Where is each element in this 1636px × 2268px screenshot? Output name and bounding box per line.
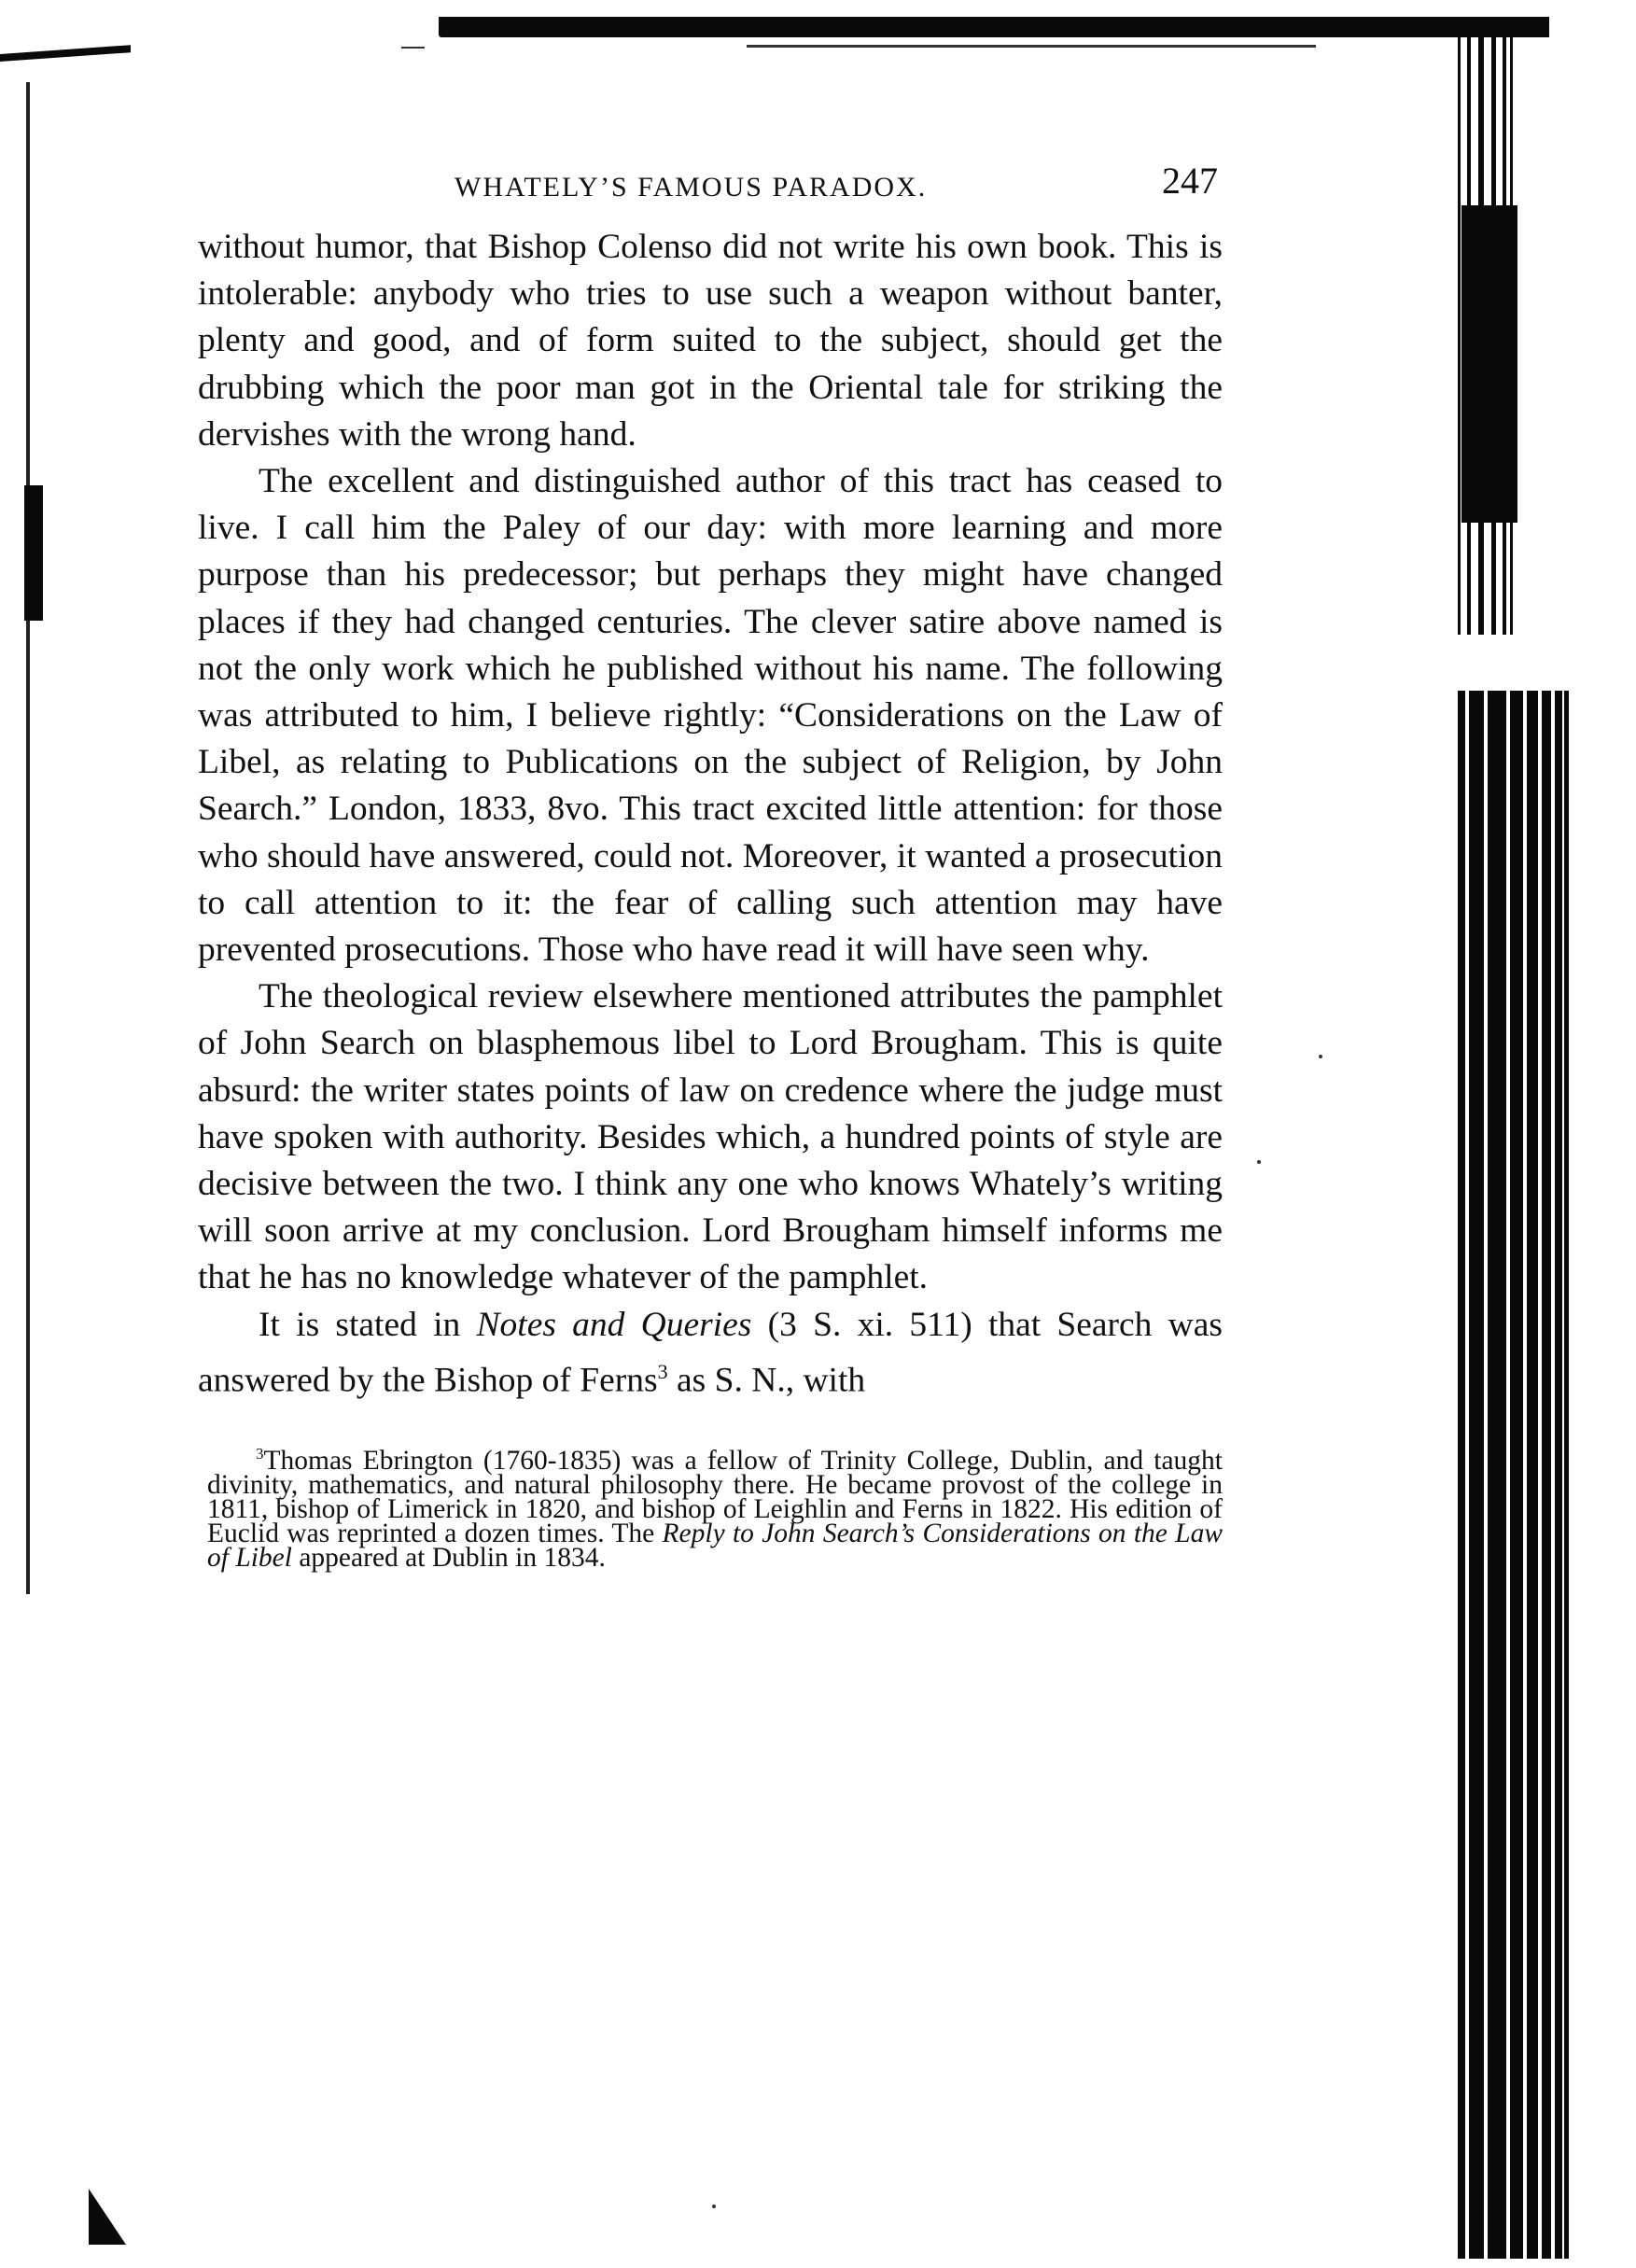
scan-right-binding-strip <box>1456 37 1573 2268</box>
text-run: The excellent and distinguished author of this tract has ceased to live. I call him the Paley of our day: with more learning and more purpose than his predecessor; but perhaps they might have changed places if they had changed centuries. The clever satire above named is not the only work which he published without his name. The following was attributed to him, I believe rightly: “Considerations on the Law of Libel, as relating to Publications on the subject of Religion, by John Search.” London, 1833, 8vo. This tract excited little attention: for those who should have answered, could not. Moreover, it wanted a prosecution to call attention to it: the fear of calling such attention may have prevented prosecutions. Those who have read it will have seen why. <box>198 462 1223 970</box>
scan-speck <box>712 2205 716 2208</box>
body-paragraph <box>198 1302 1223 1405</box>
body-text <box>198 224 1223 1405</box>
scan-bottom-corner <box>89 2189 126 2245</box>
footnote-marker: 3 <box>256 1444 264 1463</box>
scan-speck <box>1257 1160 1261 1164</box>
text-run: The theological review elsewhere mentioned attributes the pamphlet of John Search on blasphemous libel to Lord Brougham. This is quite absurd: the writer states points of law on credence where the judge must have spoken with authority. Besides which, a hundred points of style are decisive between the two. I think any one who knows Whately’s writing will soon arrive at my conclusion. Lord Brougham himself informs me that he has no knowledge whatever of the pamphlet. <box>198 977 1223 1297</box>
text-run: appeared at Dublin in 1834. <box>291 1543 606 1574</box>
scan-top-dash <box>401 47 425 49</box>
text-run: as S. N., with <box>667 1361 866 1400</box>
book-page <box>198 159 1223 1574</box>
text-run: Thomas Ebrington (1760-1835) was a fellow of Trinity College, Dublin, and taught divinity, mathematics, and natural philosophy there. He became provost of the college in 1811, bishop of Limerick in 1820, and bishop of Leighlin and Ferns in 1822. His edition of Euclid was reprinted a dozen times. The <box>207 1445 1223 1549</box>
footnote-reference: 3 <box>657 1359 668 1383</box>
scan-top-border <box>439 17 1549 37</box>
italic-title: Notes and Queries <box>476 1305 752 1344</box>
text-run: It is stated in <box>259 1305 477 1344</box>
body-paragraph <box>198 458 1223 973</box>
running-head: WHATELY’S FAMOUS PARADOX. <box>454 172 928 203</box>
footnote <box>207 1442 1223 1574</box>
italic-title: Reply to John Search’s Considerations on the Law of Libel <box>207 1519 1223 1574</box>
body-paragraph <box>198 224 1223 458</box>
scan-speck <box>1319 1055 1322 1058</box>
footnote-paragraph <box>207 1442 1223 1574</box>
scan-left-edge-line <box>26 82 30 1594</box>
scan-top-rule <box>747 45 1316 48</box>
body-paragraph <box>198 973 1223 1301</box>
page-number: 247 <box>1162 160 1218 202</box>
text-run: without humor, that Bishop Colenso did not write his own book. This is intolerable: anybody who tries to use such a weapon without banter, plenty and good, and of form suited to the subject, should get the drubbing which the poor man got in the Oriental tale for striking the dervishes with the wrong hand. <box>198 228 1223 454</box>
scan-left-edge-block <box>24 485 43 621</box>
text-run: (3 S. xi. 511) that Search was answered by the Bishop of Ferns <box>198 1305 1223 1400</box>
scan-left-corner <box>0 45 131 62</box>
page-header <box>198 159 1223 224</box>
